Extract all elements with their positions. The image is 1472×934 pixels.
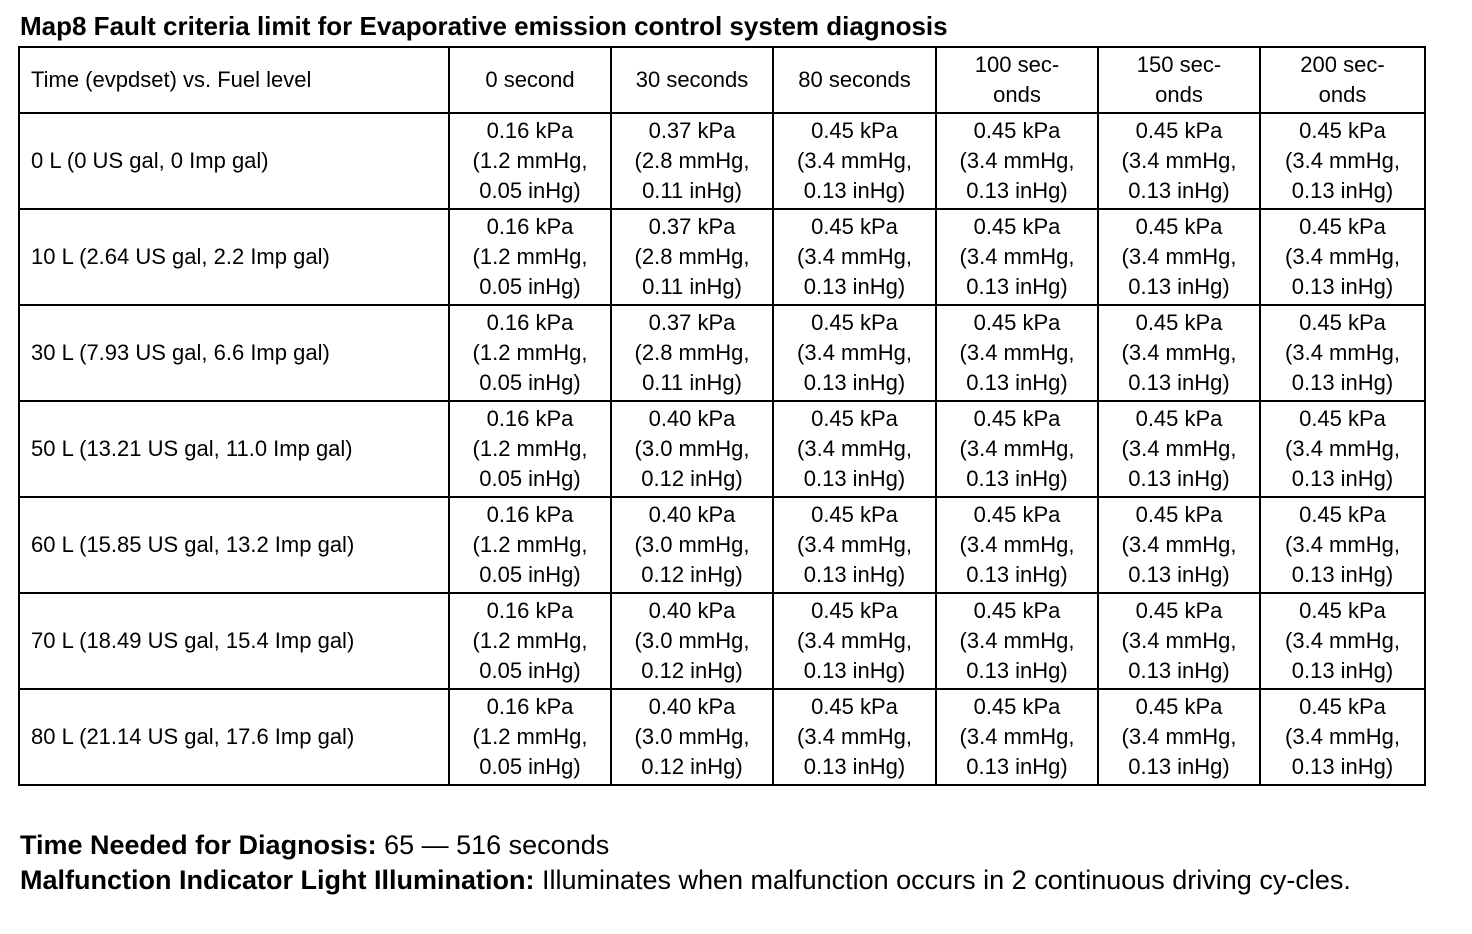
pressure-limit-line: 0.45 kPa [973,406,1061,431]
pressure-limit-line: 0.45 kPa [973,214,1061,239]
pressure-limit-line: 0.16 kPa [486,214,574,239]
pressure-limit-line: 0.45 kPa [973,118,1061,143]
fuel-level-label: 0 L (0 US gal, 0 Imp gal) [19,113,449,209]
pressure-limit-line: (1.2 mmHg, [472,532,588,557]
pressure-limit-line: 0.11 inHg) [642,370,742,395]
table-row [19,401,1425,497]
pressure-limit-cell [1260,593,1425,689]
pressure-limit-line: (3.4 mmHg, [959,724,1075,749]
pressure-limit-line: (3.4 mmHg, [1121,148,1237,173]
pressure-limit-line: 0.13 inHg) [966,274,1068,299]
pressure-limit-cell [611,401,773,497]
pressure-limit-line: 0.13 inHg) [1291,658,1394,683]
pressure-limit-cell [611,305,773,401]
pressure-limit-cell [611,497,773,593]
pressure-limit-line: 0.13 inHg) [1128,658,1230,683]
pressure-limit-line: 0.05 inHg) [479,466,581,491]
column-header-line: 150 sec- [1136,52,1222,77]
pressure-limit-cell [1098,497,1260,593]
pressure-limit-line: 0.13 inHg) [1291,274,1394,299]
pressure-limit-line: 0.40 kPa [648,694,736,719]
pressure-limit-line: 0.45 kPa [1299,406,1386,431]
pressure-limit-line: (1.2 mmHg, [472,148,588,173]
pressure-limit-line: (2.8 mmHg, [634,148,750,173]
pressure-limit-cell [1098,113,1260,209]
pressure-limit-cell [773,401,936,497]
column-header [449,47,611,113]
pressure-limit-line: 0.11 inHg) [642,274,742,299]
pressure-limit-line: (3.4 mmHg, [959,244,1075,269]
pressure-limit-line: (1.2 mmHg, [472,724,588,749]
mil-illumination-label: Malfunction Indicator Light Illumination: [20,865,535,895]
column-header-line: onds [993,82,1041,107]
fuel-level-label: 70 L (18.49 US gal, 15.4 Imp gal) [19,593,449,689]
pressure-limit-cell [1260,113,1425,209]
pressure-limit-cell [611,593,773,689]
header-row [19,47,1425,113]
pressure-limit-line: 0.05 inHg) [479,658,581,683]
pressure-limit-line: 0.13 inHg) [803,562,906,587]
pressure-limit-line: 0.13 inHg) [1128,274,1230,299]
pressure-limit-line: 0.45 kPa [811,310,898,335]
column-header [611,47,773,113]
diagnosis-time-label: Time Needed for Diagnosis: [20,830,377,860]
pressure-limit-line: 0.45 kPa [973,502,1061,527]
fuel-level-label: 50 L (13.21 US gal, 11.0 Imp gal) [19,401,449,497]
pressure-limit-line: 0.13 inHg) [1128,178,1230,203]
pressure-limit-cell [936,689,1098,785]
pressure-limit-cell [1260,305,1425,401]
fault-criteria-table [18,46,1426,786]
pressure-limit-line: 0.13 inHg) [1128,754,1230,779]
column-header-line: onds [1155,82,1203,107]
pressure-limit-line: 0.13 inHg) [1291,370,1394,395]
pressure-limit-line: 0.40 kPa [648,502,736,527]
pressure-limit-line: (3.4 mmHg, [1285,340,1400,365]
pressure-limit-line: (3.4 mmHg, [1285,244,1400,269]
table-row [19,497,1425,593]
pressure-limit-line: 0.45 kPa [811,406,898,431]
pressure-limit-line: (1.2 mmHg, [472,244,588,269]
pressure-limit-cell [449,305,611,401]
pressure-limit-cell [611,689,773,785]
pressure-limit-cell [773,305,936,401]
pressure-limit-line: (1.2 mmHg, [472,628,588,653]
pressure-limit-line: (3.4 mmHg, [959,340,1075,365]
pressure-limit-line: 0.12 inHg) [641,658,743,683]
pressure-limit-line: 0.12 inHg) [641,466,743,491]
pressure-limit-line: 0.45 kPa [1299,118,1386,143]
pressure-limit-line: 0.45 kPa [973,598,1061,623]
pressure-limit-line: (3.4 mmHg, [1285,724,1400,749]
pressure-limit-line: 0.13 inHg) [1128,466,1230,491]
pressure-limit-line: (3.0 mmHg, [634,724,750,749]
pressure-limit-line: (3.4 mmHg, [1121,628,1237,653]
pressure-limit-line: 0.11 inHg) [642,178,742,203]
pressure-limit-line: (3.4 mmHg, [959,436,1075,461]
pressure-limit-line: 0.16 kPa [486,598,574,623]
pressure-limit-cell [1098,689,1260,785]
pressure-limit-cell [773,497,936,593]
pressure-limit-line: 0.13 inHg) [1128,562,1230,587]
pressure-limit-line: (3.4 mmHg, [1285,532,1400,557]
fuel-level-label: 30 L (7.93 US gal, 6.6 Imp gal) [19,305,449,401]
pressure-limit-line: 0.45 kPa [1135,406,1223,431]
pressure-limit-line: (3.4 mmHg, [797,436,912,461]
pressure-limit-line: 0.05 inHg) [479,274,581,299]
column-header-line: 30 seconds [635,67,749,92]
pressure-limit-line: (1.2 mmHg, [472,340,588,365]
pressure-limit-cell [1260,689,1425,785]
pressure-limit-line: (3.0 mmHg, [634,436,750,461]
pressure-limit-line: 0.45 kPa [1135,310,1223,335]
fuel-level-label: 80 L (21.14 US gal, 17.6 Imp gal) [19,689,449,785]
pressure-limit-cell [1098,305,1260,401]
pressure-limit-cell [936,305,1098,401]
column-header-line: 0 second [485,67,575,92]
column-header-line: 100 sec- [974,52,1060,77]
pressure-limit-line: 0.45 kPa [811,598,898,623]
table-row [19,305,1425,401]
column-header [936,47,1098,113]
pressure-limit-line: 0.13 inHg) [966,370,1068,395]
pressure-limit-line: 0.05 inHg) [479,370,581,395]
pressure-limit-line: (2.8 mmHg, [634,244,750,269]
pressure-limit-line: 0.12 inHg) [641,562,743,587]
pressure-limit-line: (3.4 mmHg, [959,532,1075,557]
corner-header: Time (evpdset) vs. Fuel level [19,47,449,113]
pressure-limit-cell [449,497,611,593]
table-body [19,113,1425,785]
pressure-limit-line: 0.37 kPa [648,118,736,143]
pressure-limit-line: 0.45 kPa [1135,694,1223,719]
pressure-limit-line: 0.13 inHg) [966,562,1068,587]
pressure-limit-line: 0.13 inHg) [1291,466,1394,491]
pressure-limit-line: 0.13 inHg) [966,754,1068,779]
pressure-limit-line: (3.4 mmHg, [797,628,912,653]
pressure-limit-cell [936,497,1098,593]
table-row [19,209,1425,305]
pressure-limit-line: (1.2 mmHg, [472,436,588,461]
pressure-limit-line: 0.12 inHg) [641,754,743,779]
diagnosis-time-line [20,828,1460,862]
pressure-limit-cell [449,113,611,209]
column-header [773,47,936,113]
pressure-limit-line: (3.4 mmHg, [959,628,1075,653]
pressure-limit-cell [611,113,773,209]
pressure-limit-line: 0.16 kPa [486,406,574,431]
pressure-limit-line: 0.13 inHg) [803,466,906,491]
pressure-limit-line: 0.45 kPa [973,694,1061,719]
pressure-limit-cell [773,593,936,689]
pressure-limit-line: (3.4 mmHg, [797,340,912,365]
pressure-limit-line: 0.40 kPa [648,598,736,623]
mil-illumination-line [20,863,1460,897]
pressure-limit-cell [449,401,611,497]
pressure-limit-cell [449,689,611,785]
pressure-limit-line: 0.45 kPa [1299,310,1386,335]
fuel-level-label: 10 L (2.64 US gal, 2.2 Imp gal) [19,209,449,305]
pressure-limit-cell [936,401,1098,497]
pressure-limit-line: 0.45 kPa [1135,214,1223,239]
pressure-limit-line: 0.13 inHg) [803,658,906,683]
pressure-limit-line: 0.05 inHg) [479,754,581,779]
pressure-limit-line: 0.13 inHg) [1128,370,1230,395]
pressure-limit-line: (3.4 mmHg, [1285,628,1400,653]
pressure-limit-line: 0.13 inHg) [803,274,906,299]
pressure-limit-line: (3.4 mmHg, [1121,724,1237,749]
pressure-limit-line: (3.4 mmHg, [1285,436,1400,461]
pressure-limit-line: 0.45 kPa [811,118,898,143]
pressure-limit-line: 0.13 inHg) [1291,562,1394,587]
pressure-limit-cell [1098,593,1260,689]
pressure-limit-line: (3.4 mmHg, [797,532,912,557]
column-header [1260,47,1425,113]
pressure-limit-cell [1098,209,1260,305]
pressure-limit-cell [936,209,1098,305]
pressure-limit-line: 0.16 kPa [486,502,574,527]
pressure-limit-line: 0.45 kPa [1299,598,1386,623]
pressure-limit-cell [449,593,611,689]
page-title: Map8 Fault criteria limit for Evaporative emission control system diagnosis [20,11,948,41]
pressure-limit-line: 0.45 kPa [1299,694,1386,719]
pressure-limit-line: (3.0 mmHg, [634,532,750,557]
pressure-limit-line: 0.45 kPa [973,310,1061,335]
table-row [19,689,1425,785]
pressure-limit-cell [773,689,936,785]
pressure-limit-line: (3.4 mmHg, [959,148,1075,173]
pressure-limit-line: 0.13 inHg) [1291,754,1394,779]
pressure-limit-line: 0.16 kPa [486,118,574,143]
pressure-limit-line: 0.16 kPa [486,694,574,719]
pressure-limit-cell [773,209,936,305]
pressure-limit-line: 0.45 kPa [811,694,898,719]
pressure-limit-line: (3.4 mmHg, [797,244,912,269]
pressure-limit-line: 0.45 kPa [811,214,898,239]
pressure-limit-line: 0.45 kPa [1299,502,1386,527]
pressure-limit-cell [611,209,773,305]
pressure-limit-line: 0.45 kPa [811,502,898,527]
pressure-limit-line: (3.4 mmHg, [1121,532,1237,557]
pressure-limit-cell [936,113,1098,209]
pressure-limit-cell [1260,401,1425,497]
pressure-limit-line: 0.05 inHg) [479,178,581,203]
diagnosis-time-value: 65 — 516 seconds [376,830,610,860]
table-row [19,593,1425,689]
pressure-limit-line: 0.13 inHg) [966,178,1068,203]
column-header [1098,47,1260,113]
mil-illumination-value: Illuminates when malfunction occurs in 2 continuous driving cy-cles. [534,865,1351,895]
pressure-limit-line: 0.45 kPa [1135,118,1223,143]
pressure-limit-line: (3.4 mmHg, [1285,148,1400,173]
pressure-limit-cell [1260,209,1425,305]
pressure-limit-line: 0.40 kPa [648,406,736,431]
column-header-line: 200 sec- [1300,52,1385,77]
column-header-line: 80 seconds [798,67,911,92]
fuel-level-label: 60 L (15.85 US gal, 13.2 Imp gal) [19,497,449,593]
pressure-limit-line: (3.4 mmHg, [797,724,912,749]
pressure-limit-line: 0.13 inHg) [966,466,1068,491]
pressure-limit-line: 0.13 inHg) [803,754,906,779]
pressure-limit-line: 0.16 kPa [486,310,574,335]
pressure-limit-cell [936,593,1098,689]
pressure-limit-line: (2.8 mmHg, [634,340,750,365]
pressure-limit-line: 0.37 kPa [648,214,736,239]
pressure-limit-line: 0.13 inHg) [1291,178,1394,203]
pressure-limit-cell [1098,401,1260,497]
pressure-limit-line: 0.45 kPa [1299,214,1386,239]
pressure-limit-line: 0.45 kPa [1135,598,1223,623]
pressure-limit-line: (3.4 mmHg, [1121,436,1237,461]
pressure-limit-line: 0.13 inHg) [966,658,1068,683]
column-header-line: onds [1318,82,1367,107]
pressure-limit-line: (3.4 mmHg, [797,148,912,173]
pressure-limit-line: 0.37 kPa [648,310,736,335]
pressure-limit-line: 0.13 inHg) [803,178,906,203]
pressure-limit-cell [449,209,611,305]
pressure-limit-line: 0.45 kPa [1135,502,1223,527]
table-row [19,113,1425,209]
pressure-limit-line: (3.0 mmHg, [634,628,750,653]
pressure-limit-line: 0.13 inHg) [803,370,906,395]
pressure-limit-line: 0.05 inHg) [479,562,581,587]
pressure-limit-cell [1260,497,1425,593]
pressure-limit-cell [773,113,936,209]
pressure-limit-line: (3.4 mmHg, [1121,244,1237,269]
pressure-limit-line: (3.4 mmHg, [1121,340,1237,365]
